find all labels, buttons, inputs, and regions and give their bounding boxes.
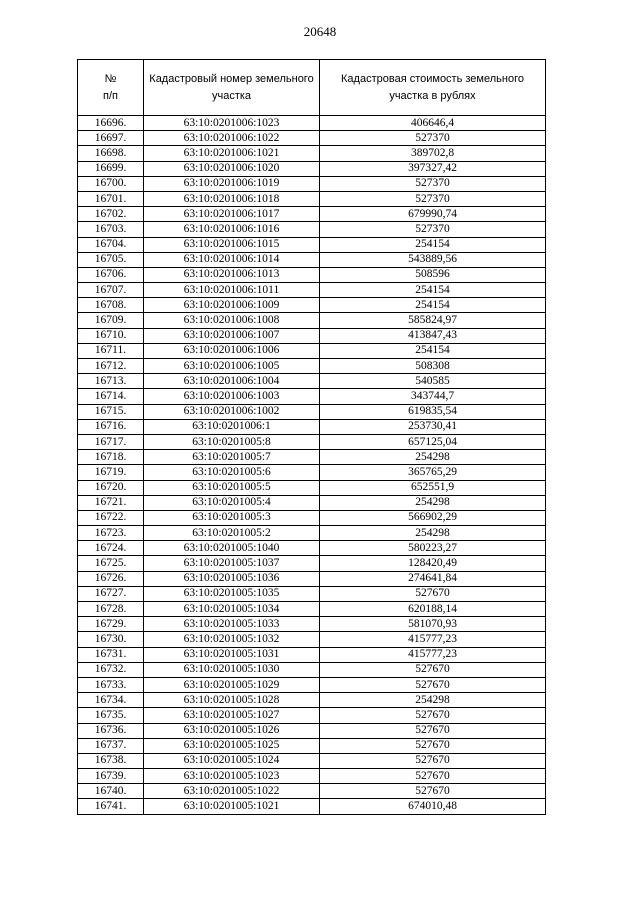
cadastral-number-cell: 63:10:0201005:1023 <box>144 769 320 784</box>
row-number-cell: 16721. <box>78 495 144 510</box>
cadastral-value-cell: 566902,29 <box>320 510 546 525</box>
cadastral-value-table <box>77 59 546 815</box>
cadastral-number-cell: 63:10:0201006:1004 <box>144 374 320 389</box>
cadastral-number-cell: 63:10:0201005:1031 <box>144 647 320 662</box>
row-number-cell: 16730. <box>78 632 144 647</box>
cadastral-number-cell: 63:10:0201005:1028 <box>144 693 320 708</box>
cadastral-value-cell: 527370 <box>320 131 546 146</box>
row-number-cell: 16696. <box>78 116 144 131</box>
cadastral-value-cell: 657125,04 <box>320 434 546 449</box>
cadastral-number-cell: 63:10:0201005:1029 <box>144 677 320 692</box>
page-number: 20648 <box>303 24 337 39</box>
header-row-number <box>78 60 144 116</box>
cadastral-number-cell: 63:10:0201005:1025 <box>144 738 320 753</box>
table-row <box>78 237 546 252</box>
row-number-cell: 16727. <box>78 586 144 601</box>
row-number-cell: 16741. <box>78 799 144 814</box>
row-number-cell: 16720. <box>78 480 144 495</box>
row-number-cell: 16717. <box>78 434 144 449</box>
cadastral-number-cell: 63:10:0201006:1023 <box>144 116 320 131</box>
table-row <box>78 571 546 586</box>
table-row <box>78 784 546 799</box>
row-number-cell: 16698. <box>78 146 144 161</box>
row-number-cell: 16699. <box>78 161 144 176</box>
cadastral-number-cell: 63:10:0201006:1018 <box>144 191 320 206</box>
cadastral-number-cell: 63:10:0201006:1006 <box>144 343 320 358</box>
table-row <box>78 541 546 556</box>
cadastral-number-cell: 63:10:0201006:1013 <box>144 267 320 282</box>
cadastral-number-cell: 63:10:0201005:3 <box>144 510 320 525</box>
cadastral-number-cell: 63:10:0201006:1 <box>144 419 320 434</box>
row-number-cell: 16737. <box>78 738 144 753</box>
table-header <box>78 60 546 116</box>
cadastral-number-cell: 63:10:0201006:1008 <box>144 313 320 328</box>
cadastral-number-cell: 63:10:0201006:1021 <box>144 146 320 161</box>
cadastral-number-cell: 63:10:0201005:8 <box>144 434 320 449</box>
cadastral-value-cell: 527670 <box>320 784 546 799</box>
cadastral-number-cell: 63:10:0201006:1011 <box>144 283 320 298</box>
cadastral-number-cell: 63:10:0201005:4 <box>144 495 320 510</box>
row-number-cell: 16719. <box>78 465 144 480</box>
cadastral-value-cell: 527370 <box>320 191 546 206</box>
cadastral-number-cell: 63:10:0201006:1022 <box>144 131 320 146</box>
table-row <box>78 465 546 480</box>
table-row <box>78 313 546 328</box>
cadastral-value-cell: 254154 <box>320 283 546 298</box>
cadastral-value-cell: 527370 <box>320 176 546 191</box>
table-row <box>78 298 546 313</box>
cadastral-value-cell: 254154 <box>320 343 546 358</box>
cadastral-number-cell: 63:10:0201005:6 <box>144 465 320 480</box>
cadastral-value-cell: 415777,23 <box>320 647 546 662</box>
row-number-cell: 16701. <box>78 191 144 206</box>
cadastral-number-cell: 63:10:0201005:1036 <box>144 571 320 586</box>
row-number-cell: 16722. <box>78 510 144 525</box>
cadastral-number-cell: 63:10:0201005:1026 <box>144 723 320 738</box>
cadastral-value-cell: 679990,74 <box>320 207 546 222</box>
row-number-cell: 16728. <box>78 602 144 617</box>
cadastral-number-cell: 63:10:0201005:1040 <box>144 541 320 556</box>
row-number-cell: 16715. <box>78 404 144 419</box>
cadastral-number-cell: 63:10:0201005:1035 <box>144 586 320 601</box>
cadastral-value-cell: 580223,27 <box>320 541 546 556</box>
table-row <box>78 647 546 662</box>
cadastral-value-cell: 254154 <box>320 298 546 313</box>
row-number-cell: 16711. <box>78 343 144 358</box>
cadastral-value-cell: 397327,42 <box>320 161 546 176</box>
cadastral-number-cell: 63:10:0201006:1005 <box>144 359 320 374</box>
table-row <box>78 252 546 267</box>
row-number-cell: 16716. <box>78 419 144 434</box>
cadastral-value-cell: 527670 <box>320 662 546 677</box>
row-number-cell: 16740. <box>78 784 144 799</box>
cadastral-value-cell: 581070,93 <box>320 617 546 632</box>
cadastral-value-cell: 508596 <box>320 267 546 282</box>
table-row <box>78 343 546 358</box>
cadastral-number-cell: 63:10:0201005:1027 <box>144 708 320 723</box>
cadastral-number-cell: 63:10:0201005:1033 <box>144 617 320 632</box>
cadastral-number-cell: 63:10:0201005:1037 <box>144 556 320 571</box>
cadastral-number-cell: 63:10:0201005:1021 <box>144 799 320 814</box>
cadastral-number-cell: 63:10:0201006:1007 <box>144 328 320 343</box>
cadastral-number-cell: 63:10:0201005:1032 <box>144 632 320 647</box>
table-row <box>78 738 546 753</box>
table-row <box>78 222 546 237</box>
cadastral-number-cell: 63:10:0201006:1003 <box>144 389 320 404</box>
cadastral-value-cell: 343744,7 <box>320 389 546 404</box>
header-number-sign: № <box>104 72 117 85</box>
row-number-cell: 16734. <box>78 693 144 708</box>
cadastral-value-cell: 527670 <box>320 753 546 768</box>
table-row <box>78 374 546 389</box>
row-number-cell: 16706. <box>78 267 144 282</box>
header-row <box>78 60 546 116</box>
row-number-cell: 16718. <box>78 450 144 465</box>
cadastral-number-cell: 63:10:0201006:1002 <box>144 404 320 419</box>
cadastral-number-cell: 63:10:0201005:2 <box>144 526 320 541</box>
table-row <box>78 176 546 191</box>
row-number-cell: 16724. <box>78 541 144 556</box>
table-row <box>78 146 546 161</box>
table-row <box>78 617 546 632</box>
cadastral-value-cell: 543889,56 <box>320 252 546 267</box>
table-row <box>78 602 546 617</box>
cadastral-number-cell: 63:10:0201005:1024 <box>144 753 320 768</box>
row-number-cell: 16725. <box>78 556 144 571</box>
cadastral-value-cell: 540585 <box>320 374 546 389</box>
table-row <box>78 510 546 525</box>
cadastral-value-cell: 527670 <box>320 723 546 738</box>
header-number-abbr: п/п <box>103 89 118 102</box>
row-number-cell: 16726. <box>78 571 144 586</box>
table-row <box>78 116 546 131</box>
table-row <box>78 359 546 374</box>
cadastral-value-cell: 254298 <box>320 526 546 541</box>
table-row <box>78 495 546 510</box>
cadastral-number-cell: 63:10:0201006:1016 <box>144 222 320 237</box>
table-row <box>78 753 546 768</box>
row-number-cell: 16736. <box>78 723 144 738</box>
cadastral-value-cell: 585824,97 <box>320 313 546 328</box>
cadastral-value-cell: 620188,14 <box>320 602 546 617</box>
row-number-cell: 16729. <box>78 617 144 632</box>
table-row <box>78 404 546 419</box>
table-row <box>78 526 546 541</box>
row-number-cell: 16723. <box>78 526 144 541</box>
row-number-cell: 16702. <box>78 207 144 222</box>
cadastral-number-cell: 63:10:0201006:1009 <box>144 298 320 313</box>
row-number-cell: 16705. <box>78 252 144 267</box>
cadastral-value-cell: 253730,41 <box>320 419 546 434</box>
row-number-cell: 16738. <box>78 753 144 768</box>
table-row <box>78 723 546 738</box>
cadastral-value-cell: 527670 <box>320 586 546 601</box>
table-row <box>78 434 546 449</box>
cadastral-number-cell: 63:10:0201006:1017 <box>144 207 320 222</box>
cadastral-value-cell: 274641,84 <box>320 571 546 586</box>
cadastral-value-cell: 619835,54 <box>320 404 546 419</box>
cadastral-number-cell: 63:10:0201005:1034 <box>144 602 320 617</box>
cadastral-value-cell: 254298 <box>320 495 546 510</box>
row-number-cell: 16731. <box>78 647 144 662</box>
cadastral-number-cell: 63:10:0201005:1022 <box>144 784 320 799</box>
cadastral-number-cell: 63:10:0201006:1014 <box>144 252 320 267</box>
table-row <box>78 586 546 601</box>
cadastral-value-cell: 527670 <box>320 769 546 784</box>
cadastral-number-cell: 63:10:0201005:5 <box>144 480 320 495</box>
row-number-cell: 16704. <box>78 237 144 252</box>
cadastral-value-cell: 508308 <box>320 359 546 374</box>
cadastral-value-cell: 389702,8 <box>320 146 546 161</box>
cadastral-value-cell: 527370 <box>320 222 546 237</box>
cadastral-value-cell: 254154 <box>320 237 546 252</box>
table-row <box>78 708 546 723</box>
cadastral-number-cell: 63:10:0201006:1019 <box>144 176 320 191</box>
row-number-cell: 16735. <box>78 708 144 723</box>
table-row <box>78 677 546 692</box>
table-row <box>78 799 546 814</box>
table-row <box>78 389 546 404</box>
cadastral-value-cell: 406646,4 <box>320 116 546 131</box>
row-number-cell: 16709. <box>78 313 144 328</box>
table-row <box>78 450 546 465</box>
cadastral-value-cell: 527670 <box>320 677 546 692</box>
table-row <box>78 283 546 298</box>
cadastral-value-cell: 652551,9 <box>320 480 546 495</box>
cadastral-value-cell: 254298 <box>320 693 546 708</box>
row-number-cell: 16712. <box>78 359 144 374</box>
cadastral-number-cell: 63:10:0201005:7 <box>144 450 320 465</box>
cadastral-value-cell: 674010,48 <box>320 799 546 814</box>
table-row <box>78 480 546 495</box>
table-row <box>78 328 546 343</box>
row-number-cell: 16714. <box>78 389 144 404</box>
row-number-cell: 16697. <box>78 131 144 146</box>
row-number-cell: 16732. <box>78 662 144 677</box>
cadastral-value-cell: 527670 <box>320 708 546 723</box>
cadastral-number-cell: 63:10:0201006:1015 <box>144 237 320 252</box>
row-number-cell: 16710. <box>78 328 144 343</box>
row-number-cell: 16713. <box>78 374 144 389</box>
cadastral-value-cell: 527670 <box>320 738 546 753</box>
table-row <box>78 267 546 282</box>
table-row <box>78 191 546 206</box>
cadastral-value-cell: 254298 <box>320 450 546 465</box>
table-row <box>78 161 546 176</box>
table-row <box>78 769 546 784</box>
cadastral-value-cell: 365765,29 <box>320 465 546 480</box>
cadastral-number-cell: 63:10:0201006:1020 <box>144 161 320 176</box>
header-cadastral-number: Кадастровый номер земельного участка <box>144 60 320 116</box>
table-row <box>78 556 546 571</box>
cadastral-value-cell: 128420,49 <box>320 556 546 571</box>
row-number-cell: 16708. <box>78 298 144 313</box>
row-number-cell: 16703. <box>78 222 144 237</box>
cadastral-value-cell: 413847,43 <box>320 328 546 343</box>
table-body <box>78 116 546 815</box>
table-row <box>78 419 546 434</box>
row-number-cell: 16707. <box>78 283 144 298</box>
cadastral-number-cell: 63:10:0201005:1030 <box>144 662 320 677</box>
row-number-cell: 16739. <box>78 769 144 784</box>
row-number-cell: 16700. <box>78 176 144 191</box>
cadastral-value-cell: 415777,23 <box>320 632 546 647</box>
table-row <box>78 693 546 708</box>
row-number-cell: 16733. <box>78 677 144 692</box>
table-row <box>78 207 546 222</box>
header-cadastral-value: Кадастровая стоимость земельного участка в рублях <box>320 60 546 116</box>
table-row <box>78 662 546 677</box>
table-row <box>78 131 546 146</box>
table-row <box>78 632 546 647</box>
